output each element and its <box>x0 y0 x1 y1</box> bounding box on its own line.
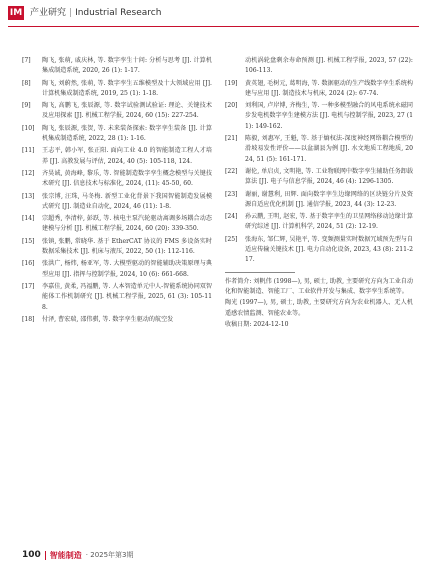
received-date: 收稿日期: 2024-12-10 <box>225 320 289 328</box>
reference-item <box>22 315 212 325</box>
reference-text: 陶飞, 张辰源, 张贺, 等. 未来装备探索: 数字孪生装备 [J]. 计算机集成制造系统, 2022, 28 (1): 1-16. <box>42 124 212 143</box>
reference-number: [14] <box>22 215 35 223</box>
reference-item <box>225 101 413 132</box>
reference-item <box>22 169 212 190</box>
bio-divider <box>225 272 295 273</box>
reference-item <box>22 214 212 235</box>
reference-item <box>22 79 212 100</box>
reference-text: 付泽, 曹宏瑞, 邵伟骐, 等. 数字孪生驱动的航空发 <box>42 315 174 323</box>
page-footer <box>22 548 134 562</box>
reference-text: 谢伦, 单启贞, 文明艳, 等. 工业物联网中数字孪生辅助任务卸载算法 [J]. 电子与信息学报, 2024, 46 (4): 1296-1305. <box>245 167 413 186</box>
reference-number: [12] <box>22 169 35 177</box>
title-separator: | <box>69 8 73 18</box>
reference-text: 李嘉佳, 黄柔, 冯福鹏, 等. 人本智造单元中人-智能系统协同双智能体工作机制研究 [J]. 机械工程学报, 2025, 61 (3): 105-118. <box>42 282 212 311</box>
reference-text: 张镇, 张鹏, 常晓华. 基于 EtherCAT 协议的 FMS 多设备实时数据采集技术 [J]. 机床与液压, 2022, 50 (1): 112-116. <box>42 237 212 256</box>
reference-text: 张洪广, 杨炜, 杨亚军, 等. 大模型驱动的智能辅助决策原理与典型应用 [J]. 指挥与控制学报, 2024, 10 (6): 661-668. <box>42 260 212 278</box>
reference-text: 宗超秀, 李清梓, 彭跃, 等. 核电主泵汽轮驱动离调多场耦合动态建模与分析 [J]. 机械工程学报, 2024, 60 (20): 339-350. <box>42 215 212 233</box>
reference-item <box>225 134 413 165</box>
reference-number: [9] <box>22 102 31 110</box>
reference-number: [10] <box>22 124 35 132</box>
reference-number: [13] <box>22 192 35 200</box>
reference-number: [8] <box>22 79 31 87</box>
reference-item <box>22 124 212 145</box>
references-right-column <box>225 56 413 331</box>
issue-info: · 2025年第3期 <box>85 551 134 559</box>
reference-item <box>225 56 413 77</box>
reference-text: 谢丽, 谢慧利, 田辉. 面向数字孪生边缘网络的区块链分片及资源自适应优化机制 [J]. 通信学报, 2023, 44 (3): 12-23. <box>245 190 413 208</box>
reference-item <box>225 235 413 266</box>
reference-text: 陶飞, 张萌, 戚庆林, 等. 数字孪生十问: 分析与思考 [J]. 计算机集成制造系统, 2020, 26 (1): 1-17. <box>42 57 212 75</box>
reference-text: 刘利国, 卢岸博, 齐梅生, 等. 一种多模型融合的风电系统永磁同步发电机数字孪生建模方法 [J]. 电机与控制学报, 2023, 27 (11): 149-162. <box>245 102 413 130</box>
reference-number: [17] <box>22 282 35 290</box>
reference-item <box>225 167 413 188</box>
reference-number: [11] <box>22 147 35 155</box>
reference-text: 动机涡轮盘剩余寿命预测 [J]. 机械工程学报, 2023, 57 (22): 106-113. <box>245 57 413 75</box>
reference-number: [25] <box>225 235 238 243</box>
reference-number: [7] <box>22 57 31 64</box>
reference-text: 张宗博, 汪珠, 马冬梅. 新型工业化背景下我国智能制造发展模式研究 [J]. 制造业自动化, 2024, 46 (11): 1-8. <box>42 192 212 210</box>
header-divider <box>8 26 419 27</box>
reference-number: [21] <box>225 135 238 143</box>
reference-number: [23] <box>225 190 238 198</box>
section-title-en: Industrial Research <box>75 8 162 18</box>
reference-number: [16] <box>22 260 35 268</box>
reference-item <box>22 282 212 313</box>
reference-item <box>22 259 212 280</box>
reference-item <box>22 237 212 258</box>
reference-item <box>22 56 212 77</box>
reference-item <box>225 212 413 233</box>
reference-text: 陈毅, 刘惠军, 王魁, 等. 基于熵权法-深度神经网络耦合模型的滑坡易发性评价——以盆湖县为例 [J]. 水文地质工程地质, 2024, 51 (5): 161-171. <box>245 135 413 163</box>
footer-divider <box>45 551 46 560</box>
page-header <box>0 0 427 34</box>
reference-text: 王志平, 韩小军, 张正阳. 面向工业 4.0 的智能制造工程人才培养 [J]. 高教发展与评估, 2024, 40 (5): 105-118, 124. <box>42 147 212 165</box>
reference-text: 齐昊诚, 黄海峰, 黎乐, 等. 智能制造数字孪生概念模型与关键技术研究 [J]. 信息技术与标准化, 2024, (11): 45-50, 60. <box>42 169 212 188</box>
reference-number: [24] <box>225 213 238 221</box>
author-bio-1: 作者简介: 刘帆伟 (1998—), 男, 硕士, 助教, 主要研究方向为工业自动化和智能制造、智能工厂、工业软件开发与集成、数字孪生系统等。 <box>225 277 413 295</box>
reference-number: [18] <box>22 315 35 323</box>
reference-item <box>22 101 212 122</box>
reference-item <box>225 79 413 100</box>
references-right-list <box>225 56 413 266</box>
reference-text: 张海东, 邹仁辉, 吴艳平, 等. 变频测量实时数据冗域预先型与自适应传输关键技术 [J]. 电力自动化设备, 2023, 43 (8): 211-217. <box>245 235 413 264</box>
reference-number: [15] <box>22 237 35 245</box>
reference-number: [22] <box>225 167 238 175</box>
reference-text: 孙云鹏, 王明, 赵宏, 等. 基于数字孪生的卫星网络移动边缘计算研究综述 [J]. 计算机科学, 2024, 51 (2): 12-19. <box>245 213 413 231</box>
author-bio-2: 陶光 (1997—), 男, 硕士, 助教, 主要研究方向为农业机器人、无人机遥感农情监测、智能农业等。 <box>225 299 413 317</box>
reference-item <box>22 146 212 167</box>
page-number: 100 <box>22 550 41 560</box>
reference-text: 陶飞, 高鹏飞, 张辰源, 等. 数字试验测试验证: 理论、关键技术及应用探索 [J]. 机械工程学报, 2024, 60 (15): 227-254. <box>42 102 212 120</box>
reference-item <box>22 192 212 213</box>
reference-text: 黄英翅, 毛树元, 葛明海, 等. 数据驱动的生产线数字孪生系统构建与应用 [J]. 制造技术与机床, 2024 (2): 67-74. <box>245 79 413 97</box>
reference-text: 陶飞, 刘蔚然, 张萌, 等. 数字孪生五维模型及十大领域应用 [J]. 计算机集成制造系统, 2019, 25 (1): 1-18. <box>42 79 212 97</box>
journal-logo: IM <box>9 8 23 18</box>
section-title <box>30 6 161 20</box>
section-title-cn: 产业研究 <box>30 8 67 18</box>
references-left-column <box>22 56 212 327</box>
reference-number: [20] <box>225 102 238 110</box>
reference-item <box>225 190 413 211</box>
reference-number: [19] <box>225 79 238 87</box>
journal-name: 智能制造 <box>49 550 82 560</box>
